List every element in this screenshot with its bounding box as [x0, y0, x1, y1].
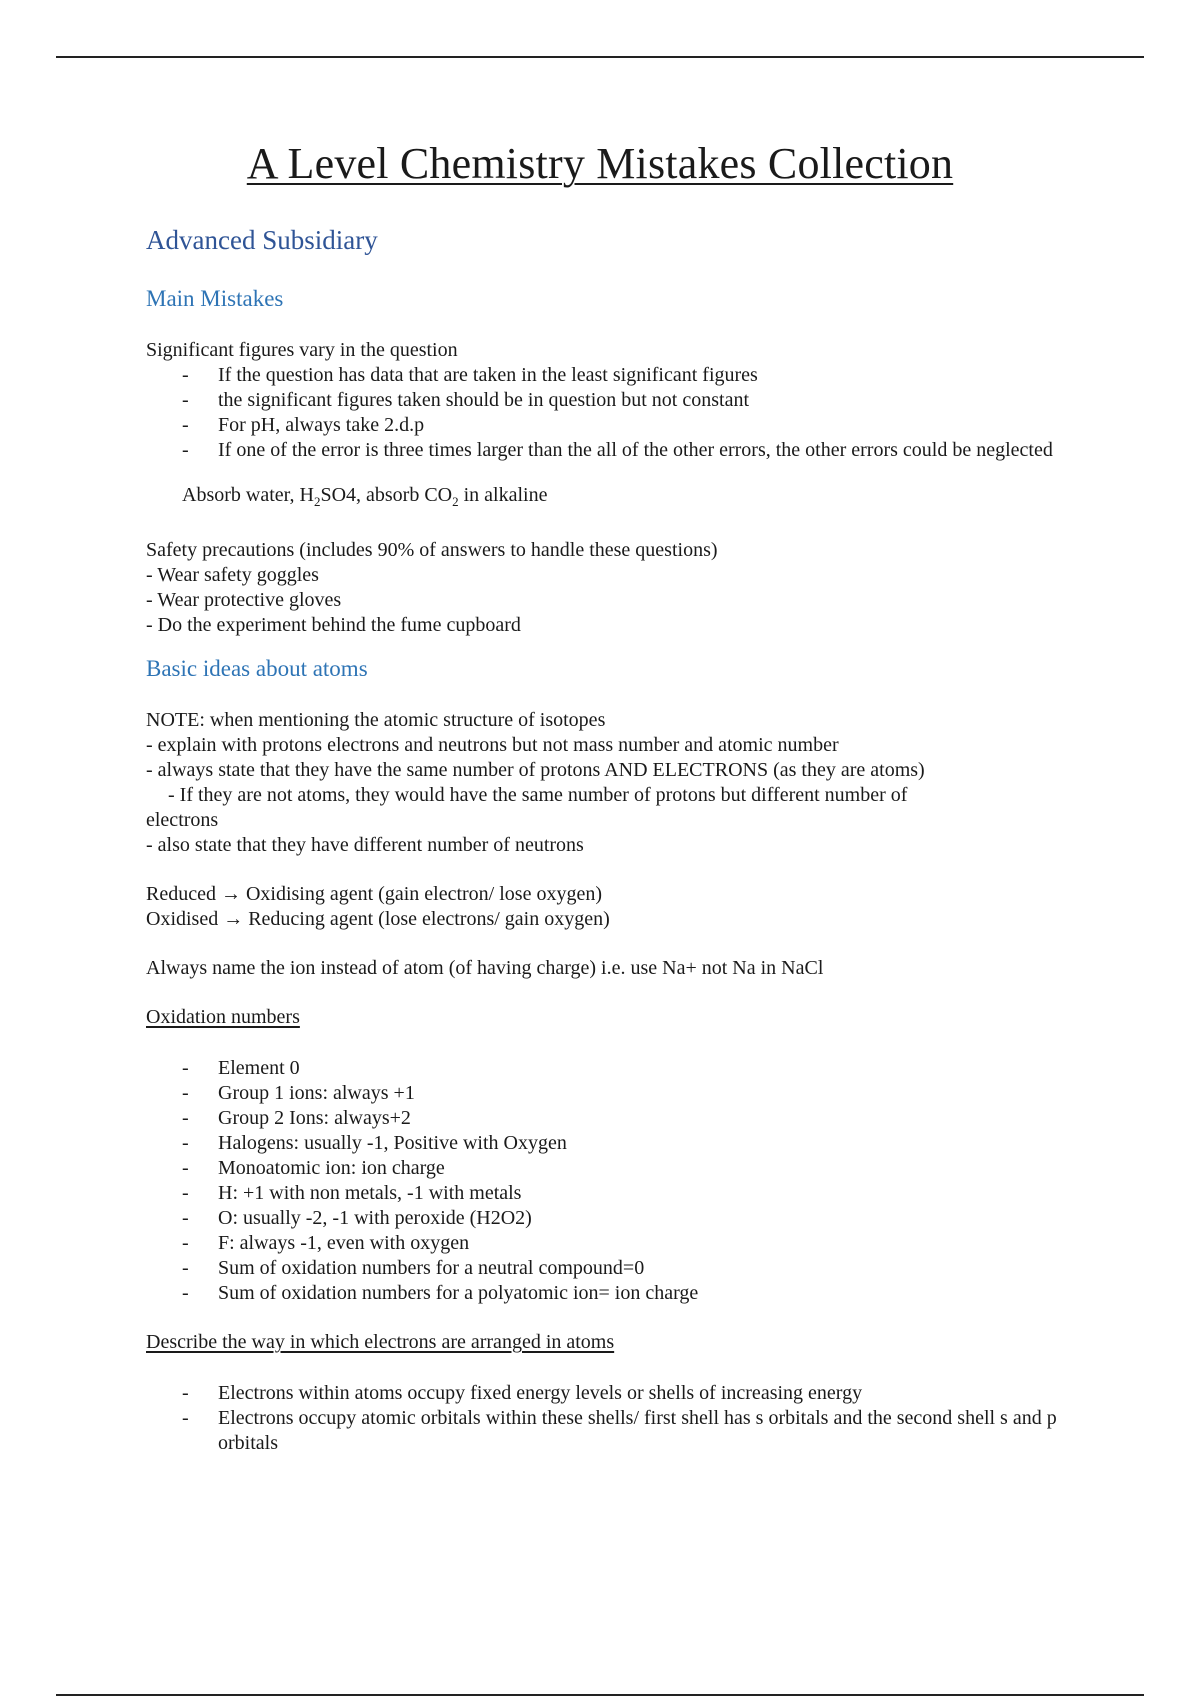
list-item: - For pH, always take 2.d.p [182, 413, 1066, 438]
oxidised-line: Oxidised → Reducing agent (lose electrons/ gain oxygen) [146, 908, 610, 930]
list-item: - Sum of oxidation numbers for a neutral compound=0 [182, 1256, 1066, 1281]
oxidation-heading: Oxidation numbers [146, 1006, 300, 1028]
list-item: - If the question has data that are taken in the least significant figures [182, 363, 1066, 388]
list-item: - If one of the error is three times larger than the all of the other errors, the other errors could be neglected [182, 438, 1066, 463]
list-item: - Halogens: usually -1, Positive with Oxygen [182, 1131, 1066, 1156]
isotope-note: NOTE: when mentioning the atomic structure of isotopes [146, 709, 606, 731]
section-heading: Advanced Subsidiary [146, 225, 378, 255]
safety-item: - Do the experiment behind the fume cupboard [146, 614, 521, 636]
list-item: - O: usually -2, -1 with peroxide (H2O2) [182, 1206, 1066, 1231]
sig-figs-intro: Significant figures vary in the question [146, 339, 458, 361]
document-title: A Level Chemistry Mistakes Collection [246, 139, 954, 188]
sig-figs-list [146, 363, 1066, 463]
safety-intro: Safety precautions (includes 90% of answers to handle these questions) [146, 539, 718, 561]
isotope-note-line: - If they are not atoms, they would have the same number of protons but different number of [168, 784, 908, 806]
list-item: - the significant figures taken should be in question but not constant [182, 388, 1066, 413]
isotope-note-line: - explain with protons electrons and neutrons but not mass number and atomic number [146, 734, 839, 756]
page-content [146, 138, 1066, 1456]
bottom-rule [56, 1694, 1144, 1696]
isotope-note-line: - always state that they have the same number of protons AND ELECTRONS (as they are atoms) [146, 759, 925, 781]
electrons-list [146, 1381, 1066, 1456]
safety-item: - Wear protective gloves [146, 589, 342, 611]
list-item: - Monoatomic ion: ion charge [182, 1156, 1066, 1181]
list-item: - Sum of oxidation numbers for a polyatomic ion= ion charge [182, 1281, 1066, 1306]
list-item: - Group 2 Ions: always+2 [182, 1106, 1066, 1131]
list-item: - F: always -1, even with oxygen [182, 1231, 1066, 1256]
list-item: - H: +1 with non metals, -1 with metals [182, 1181, 1066, 1206]
safety-item: - Wear safety goggles [146, 564, 319, 586]
top-rule [56, 56, 1144, 58]
isotope-note-line: electrons [146, 809, 219, 831]
main-mistakes-heading: Main Mistakes [146, 286, 284, 311]
reduced-line: Reduced → Oxidising agent (gain electron/ lose oxygen) [146, 883, 602, 905]
ion-note: Always name the ion instead of atom (of having charge) i.e. use Na+ not Na in NaCl [146, 957, 824, 979]
isotope-note-line: - also state that they have different number of neutrons [146, 834, 584, 856]
atoms-heading: Basic ideas about atoms [146, 656, 368, 681]
list-item: - Element 0 [182, 1056, 1066, 1081]
oxidation-list [146, 1056, 1066, 1306]
absorb-line: Absorb water, $H_2SO4$, absorb $CO_2$ in alkaline [182, 484, 548, 509]
list-item: - Group 1 ions: always +1 [182, 1081, 1066, 1106]
electrons-heading: Describe the way in which electrons are arranged in atoms [146, 1331, 615, 1353]
list-item: - Electrons within atoms occupy fixed energy levels or shells of increasing energy [182, 1381, 1066, 1406]
list-item: - Electrons occupy atomic orbitals within these shells/ first shell has s orbitals and the second shell s and p orbitals [182, 1406, 1066, 1456]
